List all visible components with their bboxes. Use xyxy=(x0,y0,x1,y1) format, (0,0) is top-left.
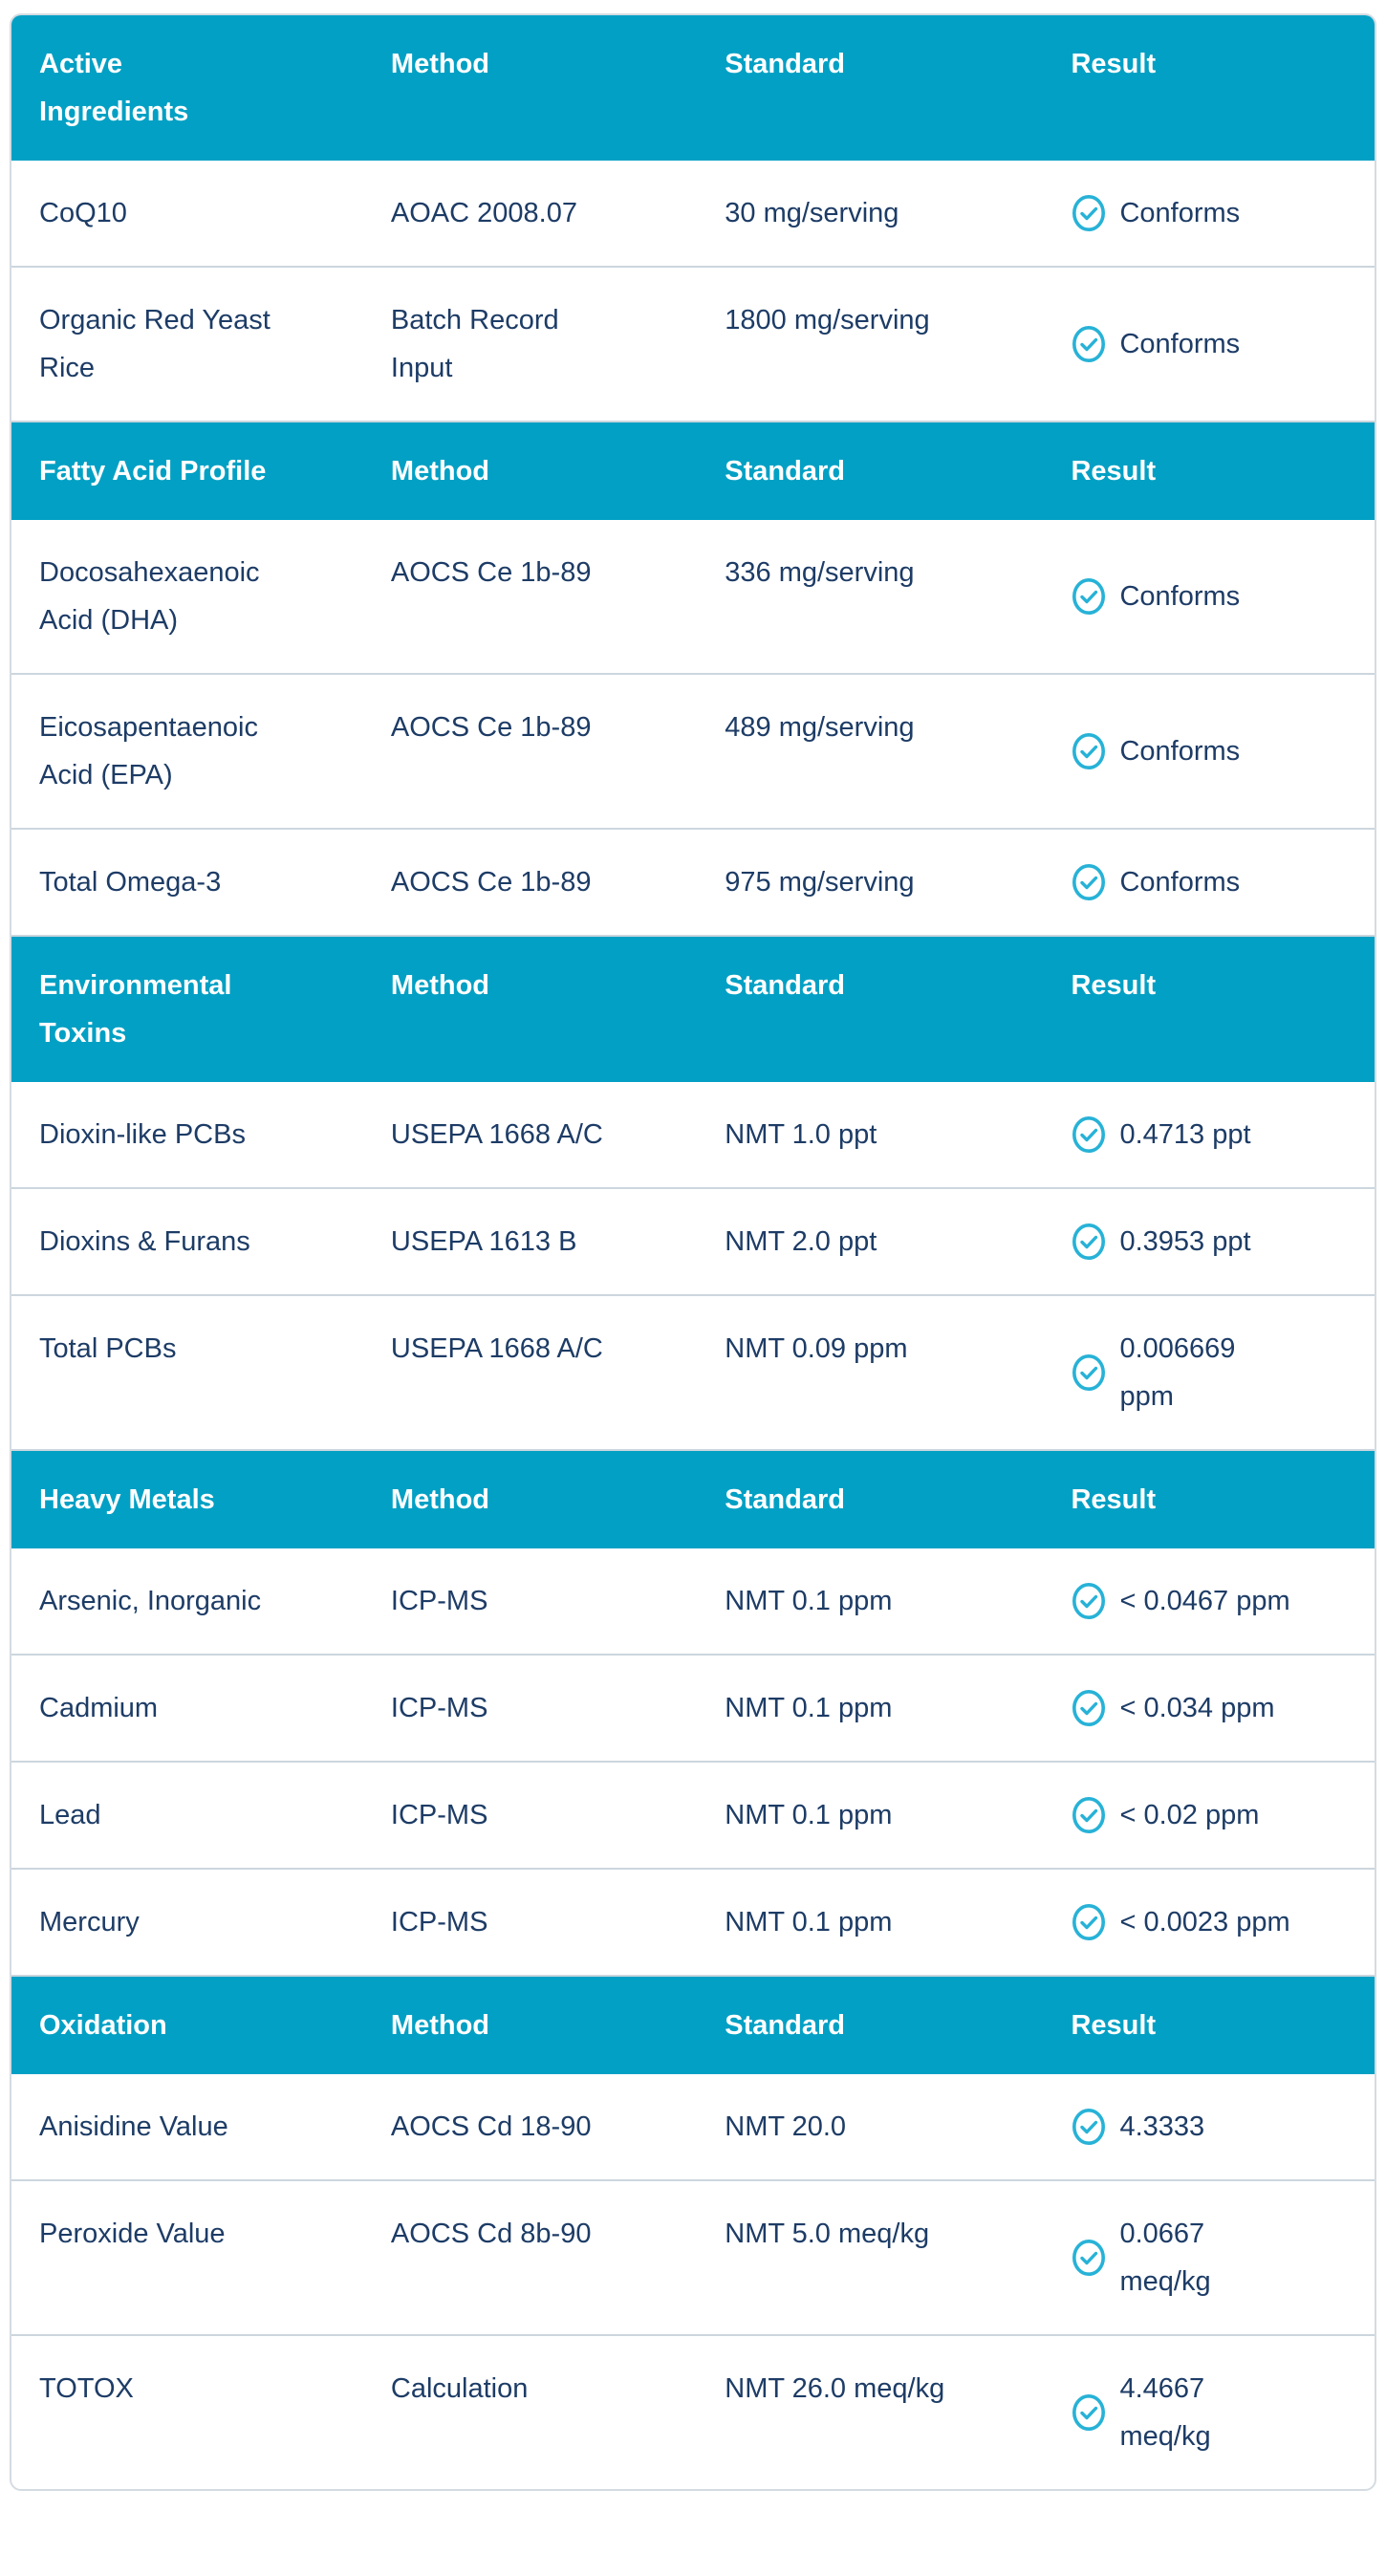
parameter-name: Anisidine Value xyxy=(39,2111,228,2142)
test-method: USEPA 1668 A/C xyxy=(390,1119,603,1150)
parameter-name: TOTOX xyxy=(39,2373,134,2404)
section-title xyxy=(11,1976,363,2074)
parameter-name: Mercury xyxy=(39,1907,140,1937)
table-row xyxy=(11,1548,1375,1655)
standard-value: 30 mg/serving xyxy=(725,198,899,228)
result-cell xyxy=(1043,267,1375,422)
standard-value: 489 mg/serving xyxy=(725,712,915,743)
column-header-result: Result xyxy=(1043,422,1375,520)
result-value: Conforms xyxy=(1119,198,1241,228)
section-header-row xyxy=(11,422,1375,520)
section-header-row xyxy=(11,936,1375,1082)
section-title-text: Oxidation xyxy=(39,2010,167,2041)
check-circle-icon xyxy=(1071,862,1107,902)
parameter-name: Peroxide Value xyxy=(39,2219,226,2249)
test-method: AOAC 2008.07 xyxy=(390,198,577,228)
table-row xyxy=(11,1188,1375,1295)
parameter-name: Dioxin-like PCBs xyxy=(39,1119,246,1150)
test-method: AOCS Cd 18-90 xyxy=(390,2111,592,2142)
result-cell xyxy=(1043,1295,1375,1450)
result-value: Conforms xyxy=(1119,329,1241,359)
result-value: 4.3333 xyxy=(1119,2111,1205,2142)
result-value: < 0.0023 ppm xyxy=(1119,1907,1290,1937)
coa-table xyxy=(11,15,1375,2489)
section-title xyxy=(11,936,363,1082)
column-header-result: Result xyxy=(1043,936,1375,1082)
parameter-name: Total Omega-3 xyxy=(39,867,222,898)
check-circle-icon xyxy=(1071,731,1107,771)
result-cell xyxy=(1043,2074,1375,2180)
table-row xyxy=(11,520,1375,674)
column-header-method: Method xyxy=(363,15,697,161)
parameter-name: Cadmium xyxy=(39,1693,159,1723)
parameter-name: Total PCBs xyxy=(39,1333,177,1364)
table-row xyxy=(11,1655,1375,1762)
standard-value: NMT 2.0 ppt xyxy=(725,1226,877,1257)
check-circle-icon xyxy=(1071,1222,1107,1262)
result-value: Conforms xyxy=(1119,581,1241,612)
result-value: Conforms xyxy=(1119,867,1241,898)
column-header-standard: Standard xyxy=(697,422,1043,520)
standard-value: NMT 0.1 ppm xyxy=(725,1800,893,1830)
section-title-text: Active Ingredients xyxy=(39,49,189,127)
test-method: Batch Record Input xyxy=(390,305,559,383)
result-cell xyxy=(1043,1655,1375,1762)
check-circle-icon xyxy=(1071,1353,1107,1393)
result-value: < 0.02 ppm xyxy=(1119,1800,1260,1830)
test-method: ICP-MS xyxy=(390,1586,488,1616)
section-title xyxy=(11,1450,363,1548)
column-header-method: Method xyxy=(363,1976,697,2074)
parameter-name: CoQ10 xyxy=(39,198,127,228)
test-method: USEPA 1613 B xyxy=(390,1226,577,1257)
column-header-standard: Standard xyxy=(697,1450,1043,1548)
parameter-name: Lead xyxy=(39,1800,101,1830)
standard-value: NMT 0.09 ppm xyxy=(725,1333,908,1364)
result-cell xyxy=(1043,2335,1375,2489)
table-row xyxy=(11,1762,1375,1869)
check-circle-icon xyxy=(1071,2107,1107,2147)
column-header-result: Result xyxy=(1043,15,1375,161)
standard-value: 336 mg/serving xyxy=(725,557,915,588)
test-method: ICP-MS xyxy=(390,1693,488,1723)
standard-value: NMT 0.1 ppm xyxy=(725,1693,893,1723)
table-row xyxy=(11,1082,1375,1188)
standard-value: NMT 20.0 xyxy=(725,2111,847,2142)
column-header-result: Result xyxy=(1043,1450,1375,1548)
table-row xyxy=(11,1869,1375,1976)
result-value: 0.3953 ppt xyxy=(1119,1226,1251,1257)
section-title xyxy=(11,422,363,520)
standard-value: NMT 0.1 ppm xyxy=(725,1586,893,1616)
section-title-text: Environmental Toxins xyxy=(39,970,232,1049)
table-row xyxy=(11,267,1375,422)
result-value: < 0.034 ppm xyxy=(1119,1693,1275,1723)
test-method: ICP-MS xyxy=(390,1800,488,1830)
parameter-name: Eicosapentaenoic Acid (EPA) xyxy=(39,712,258,790)
test-method: AOCS Cd 8b-90 xyxy=(390,2219,592,2249)
table-row xyxy=(11,2074,1375,2180)
table-row xyxy=(11,674,1375,829)
check-circle-icon xyxy=(1071,1795,1107,1835)
coa-table-body xyxy=(11,15,1375,2489)
result-cell xyxy=(1043,1188,1375,1295)
test-method: AOCS Ce 1b-89 xyxy=(390,557,592,588)
section-title-text: Heavy Metals xyxy=(39,1484,215,1515)
parameter-name: Docosahexaenoic Acid (DHA) xyxy=(39,557,260,636)
check-circle-icon xyxy=(1071,1688,1107,1728)
check-circle-icon xyxy=(1071,2238,1107,2278)
column-header-method: Method xyxy=(363,1450,697,1548)
table-row xyxy=(11,161,1375,267)
check-circle-icon xyxy=(1071,1902,1107,1942)
result-value: 0.0667 meq/kg xyxy=(1119,2219,1211,2297)
standard-value: 975 mg/serving xyxy=(725,867,915,898)
result-value: 0.4713 ppt xyxy=(1119,1119,1251,1150)
test-method: Calculation xyxy=(390,2373,529,2404)
result-cell xyxy=(1043,1548,1375,1655)
test-method: USEPA 1668 A/C xyxy=(390,1333,603,1364)
result-value: 4.4667 meq/kg xyxy=(1119,2373,1211,2452)
section-title-text: Fatty Acid Profile xyxy=(39,456,267,487)
parameter-name: Organic Red Yeast Rice xyxy=(39,305,271,383)
test-method: ICP-MS xyxy=(390,1907,488,1937)
standard-value: 1800 mg/serving xyxy=(725,305,930,336)
column-header-standard: Standard xyxy=(697,15,1043,161)
column-header-method: Method xyxy=(363,422,697,520)
result-cell xyxy=(1043,674,1375,829)
result-value: 0.006669 ppm xyxy=(1119,1333,1236,1412)
section-header-row xyxy=(11,1976,1375,2074)
check-circle-icon xyxy=(1071,2392,1107,2433)
parameter-name: Arsenic, Inorganic xyxy=(39,1586,262,1616)
section-header-row xyxy=(11,1450,1375,1548)
test-method: AOCS Ce 1b-89 xyxy=(390,867,592,898)
column-header-standard: Standard xyxy=(697,936,1043,1082)
result-cell xyxy=(1043,1762,1375,1869)
result-cell xyxy=(1043,2180,1375,2335)
check-circle-icon xyxy=(1071,324,1107,364)
column-header-standard: Standard xyxy=(697,1976,1043,2074)
result-cell xyxy=(1043,829,1375,936)
table-row xyxy=(11,829,1375,936)
table-row xyxy=(11,1295,1375,1450)
standard-value: NMT 0.1 ppm xyxy=(725,1907,893,1937)
result-cell xyxy=(1043,161,1375,267)
table-row xyxy=(11,2180,1375,2335)
result-cell xyxy=(1043,1082,1375,1188)
section-header-row xyxy=(11,15,1375,161)
result-value: Conforms xyxy=(1119,736,1241,767)
result-cell xyxy=(1043,1869,1375,1976)
check-circle-icon xyxy=(1071,1115,1107,1155)
column-header-result: Result xyxy=(1043,1976,1375,2074)
coa-results-card xyxy=(10,13,1376,2491)
result-cell xyxy=(1043,520,1375,674)
check-circle-icon xyxy=(1071,576,1107,617)
test-method: AOCS Ce 1b-89 xyxy=(390,712,592,743)
parameter-name: Dioxins & Furans xyxy=(39,1226,250,1257)
standard-value: NMT 26.0 meq/kg xyxy=(725,2373,945,2404)
section-title xyxy=(11,15,363,161)
column-header-method: Method xyxy=(363,936,697,1082)
standard-value: NMT 5.0 meq/kg xyxy=(725,2219,930,2249)
table-row xyxy=(11,2335,1375,2489)
check-circle-icon xyxy=(1071,193,1107,233)
check-circle-icon xyxy=(1071,1581,1107,1621)
standard-value: NMT 1.0 ppt xyxy=(725,1119,877,1150)
result-value: < 0.0467 ppm xyxy=(1119,1586,1290,1616)
